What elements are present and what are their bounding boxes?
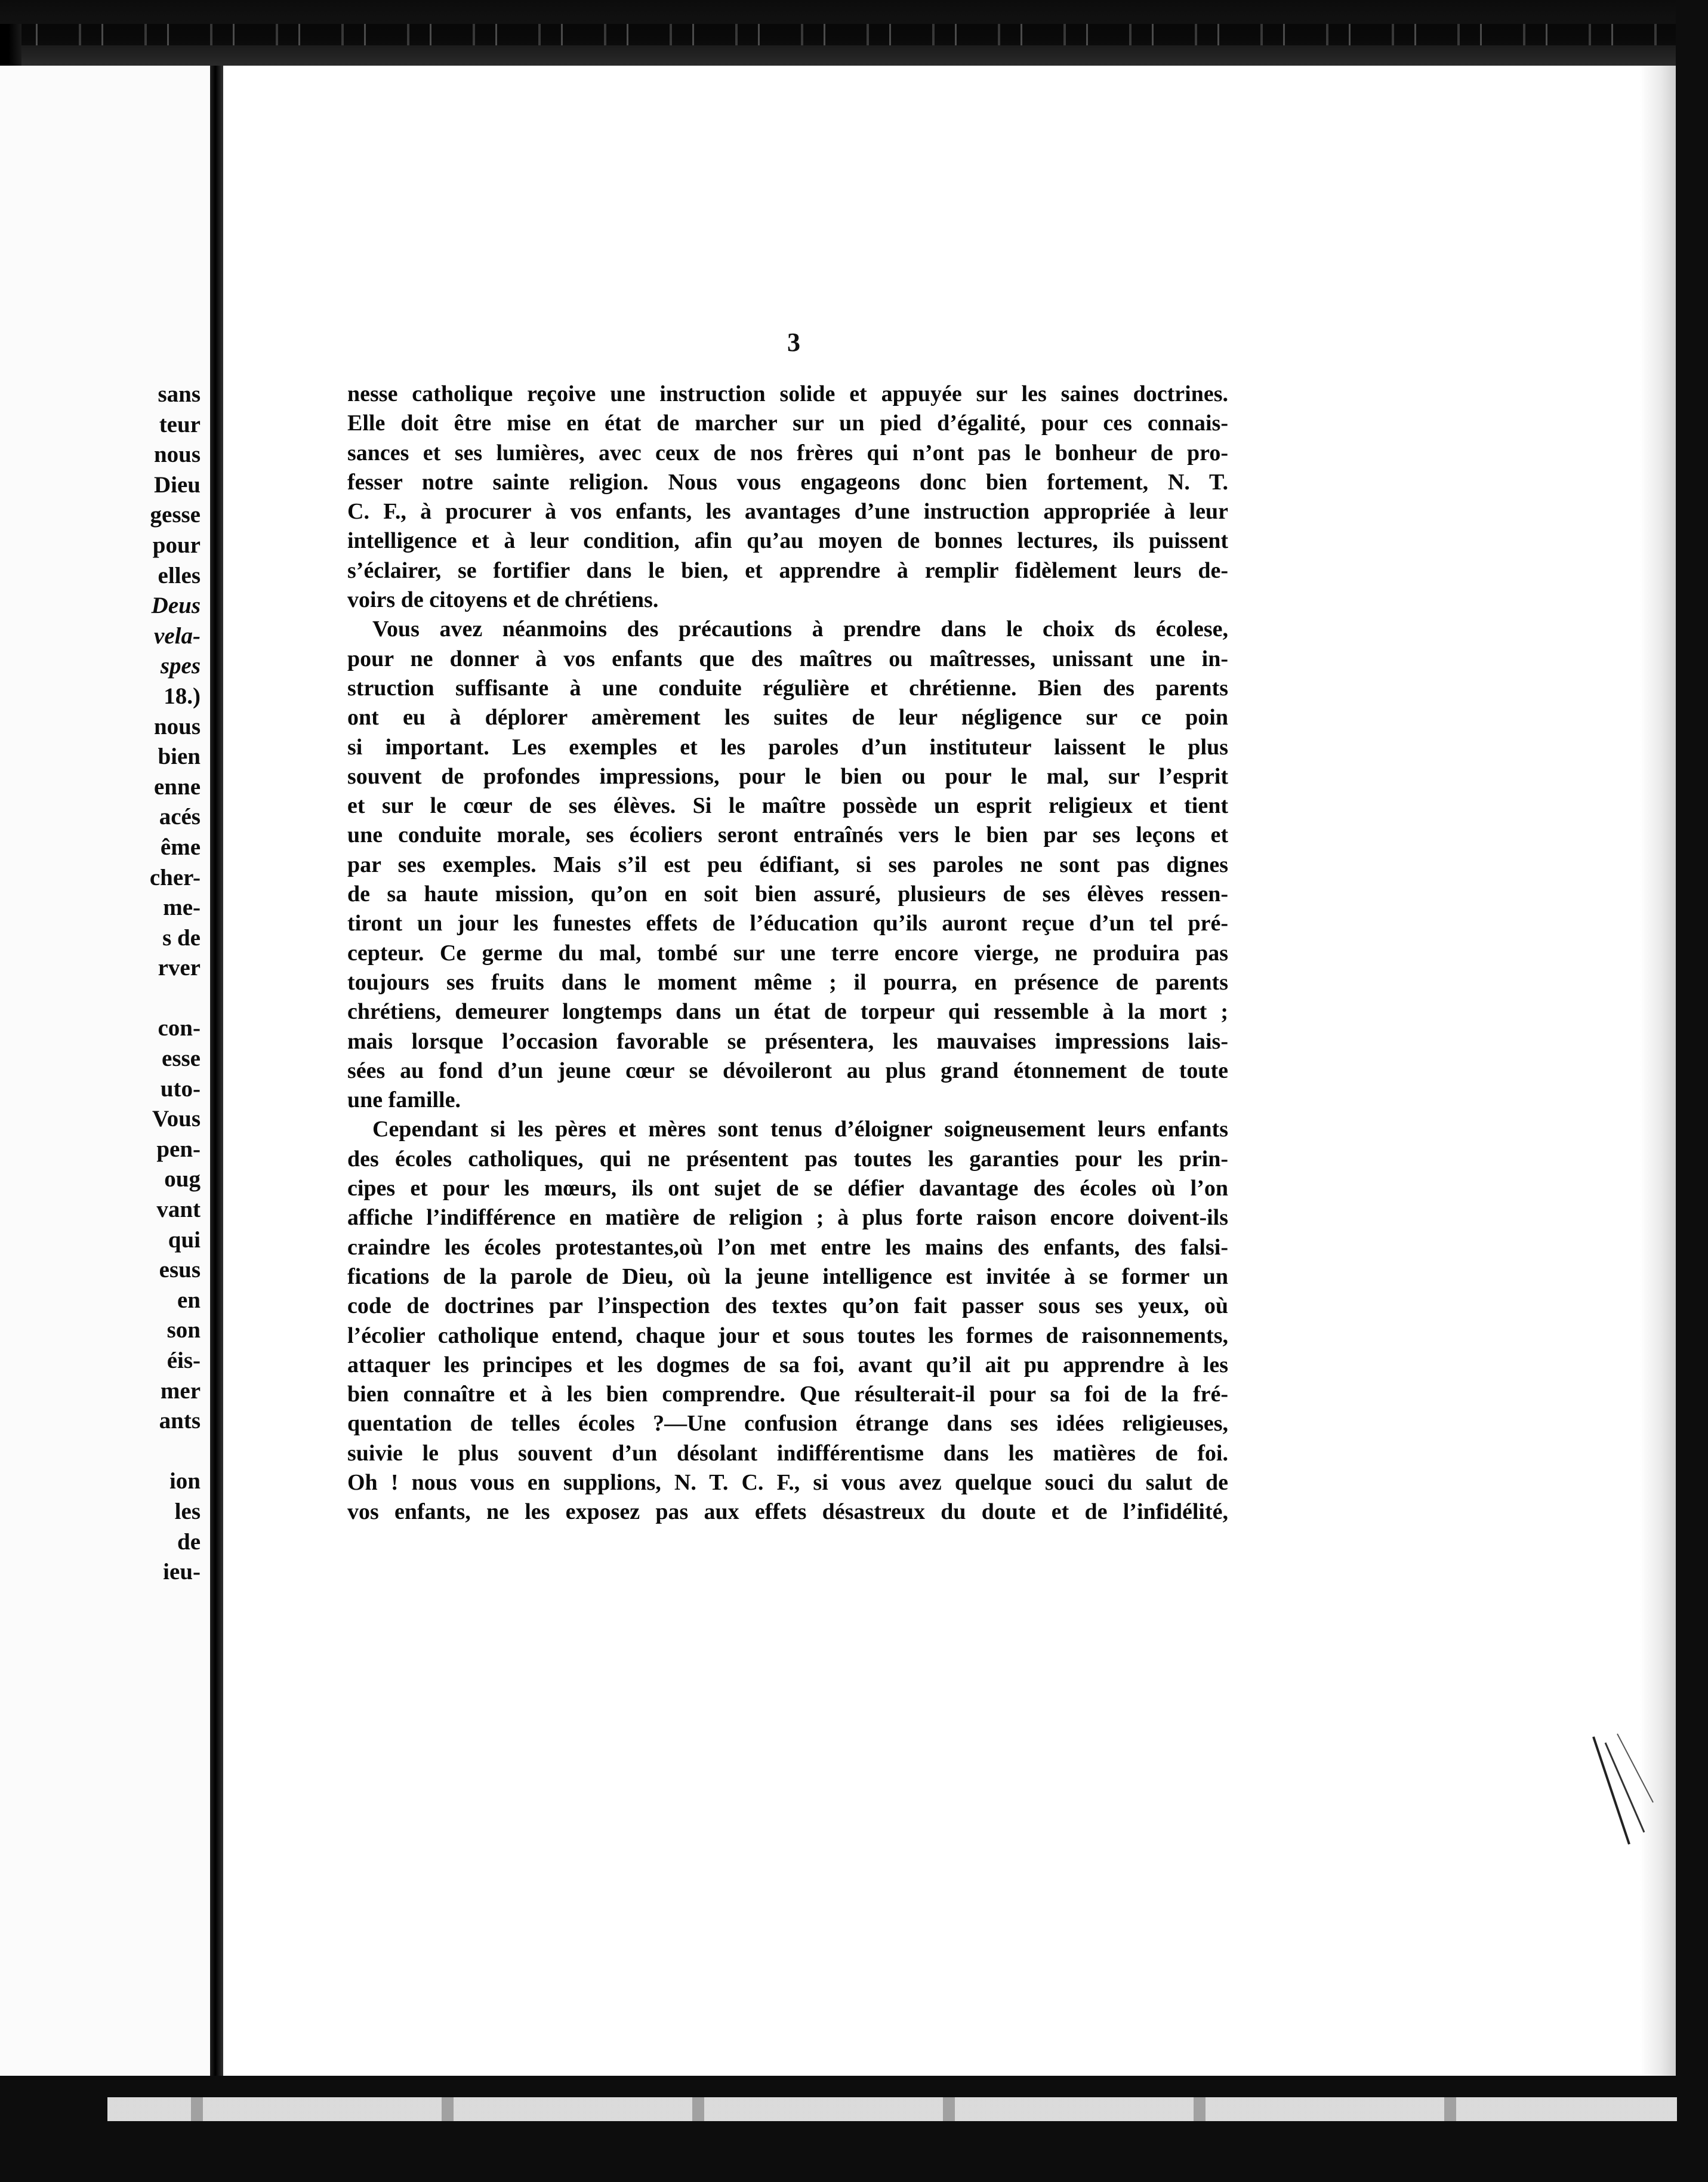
text-line: C. F., à procurer à vos enfants, les avantages d’une instruction appropriée à leur: [347, 499, 1228, 525]
text-line: par ses exemples. Mais s’il est peu édifiant, si ses paroles ne sont pas dignes: [347, 852, 1228, 877]
text-line: ont eu à déplorer amèrement les suites de leur négligence sur ce poin: [347, 705, 1228, 731]
facing-page-fragment: pen-: [156, 1136, 201, 1162]
facing-page-fragment: vela-: [154, 622, 201, 649]
facing-page-fragment: ême: [160, 834, 201, 860]
text-line: chrétiens, demeurer longtemps dans un état de torpeur qui ressemble à la mort ;: [347, 999, 1228, 1025]
facing-page-text: [21, 380, 201, 1588]
scan-bottom-border: [0, 2076, 1708, 2182]
facing-page-fragment: de: [177, 1528, 201, 1555]
facing-page-fragment: ion: [169, 1468, 201, 1494]
text-line: Cependant si les pères et mères sont tenus d’éloigner soigneusement leurs enfants: [372, 1117, 1228, 1142]
paragraph: [347, 1115, 1228, 1527]
text-line: souvent de profondes impressions, pour le bien ou pour le mal, sur l’esprit: [347, 763, 1228, 789]
facing-page-fragment: mer: [160, 1377, 201, 1404]
page-number: 3: [787, 328, 800, 357]
text-line: toujours ses fruits dans le moment même ; il pourra, en présence de parents: [347, 969, 1228, 995]
book-binding: [210, 66, 223, 2076]
facing-page-fragment: Deus: [151, 593, 201, 619]
text-line: fications de la parole de Dieu, où la jeune intelligence est invitée à se former un: [347, 1263, 1228, 1289]
text-line: struction suffisante à une conduite régulière et chrétienne. Bien des parents: [347, 675, 1228, 701]
text-line: Vous avez néanmoins des précautions à prendre dans le choix ds écolese,: [372, 617, 1228, 642]
text-line: cipes et pour les mœurs, ils ont sujet de se défier davantage des écoles où l’on: [347, 1176, 1228, 1201]
text-line: bien connaître et à les bien comprendre. Que résulterait-il pour sa foi de la fré-: [347, 1382, 1228, 1407]
facing-page-fragment: ieu-: [163, 1559, 201, 1585]
facing-page-fragment: nous: [153, 713, 201, 739]
text-line: une famille.: [347, 1087, 461, 1113]
facing-page-fragment: Dieu: [154, 471, 201, 498]
body-text: [347, 380, 1228, 1527]
text-line: quentation de telles écoles ?—Une confusion étrange dans ses idées religieuses,: [347, 1411, 1228, 1437]
facing-page-fragment: me-: [163, 895, 201, 921]
facing-page-fragment: teur: [159, 411, 201, 437]
facing-page-fragment: son: [167, 1317, 201, 1343]
text-line: l’écolier catholique entend, chaque jour et sous toutes les formes de raisonnements,: [347, 1323, 1228, 1348]
facing-page-fragment: spes: [160, 653, 201, 679]
text-line: intelligence et à leur condition, afin qu’au moyen de bonnes lectures, ils puissent: [347, 528, 1228, 554]
scan-top-border: [0, 0, 1708, 66]
facing-page-fragment: éis-: [167, 1348, 201, 1373]
text-line: fesser notre sainte religion. Nous vous engageons donc bien fortement, N. T.: [347, 469, 1228, 495]
facing-page-fragment: elles: [158, 562, 201, 588]
text-line: sances et ses lumières, avec ceux de nos frères qui n’ont pas le bonheur de pro-: [347, 440, 1228, 466]
text-line: pour ne donner à vos enfants que des maîtres ou maîtresses, unissant une in-: [347, 646, 1228, 671]
facing-page-fragment: [21, 1437, 201, 1467]
facing-page-fragment: qui: [168, 1226, 201, 1253]
text-line: vos enfants, ne les exposez pas aux effets désastreux du doute et de l’infidélité,: [347, 1499, 1228, 1525]
text-line: s’éclairer, se fortifier dans le bien, et apprendre à remplir fidèlement leurs de-: [347, 557, 1228, 583]
facing-page-fragment: les: [174, 1498, 201, 1524]
facing-page-fragment: 18.): [164, 683, 201, 709]
facing-page-fragment: uto-: [160, 1075, 201, 1102]
text-line: nesse catholique reçoive une instruction solide et appuyée sur les saines doctrines.: [347, 381, 1228, 406]
facing-page-fragment: ants: [159, 1408, 201, 1434]
facing-page-fragment: gesse: [150, 502, 201, 528]
text-line: tiront un jour les funestes effets de l’éducation qu’ils auront reçue d’un tel pré-: [347, 911, 1228, 936]
text-line: mais lorsque l’occasion favorable se présentera, les mauvaises impressions lais-: [347, 1028, 1228, 1054]
facing-page-fragment: cher-: [149, 864, 201, 890]
facing-page-fragment: sans: [158, 381, 201, 407]
facing-page-fragment: enne: [154, 773, 201, 800]
facing-page-fragment: bien: [158, 744, 201, 770]
facing-page-fragment: en: [177, 1287, 201, 1313]
text-line: si important. Les exemples et les paroles d’un instituteur laissent le plus: [347, 734, 1228, 760]
text-line: code de doctrines par l’inspection des textes qu’on fait passer sous ses yeux, où: [347, 1293, 1228, 1319]
facing-page-fragment: pour: [152, 532, 201, 558]
facing-page-fragment: esse: [162, 1046, 201, 1072]
scan-bottom-rule: [107, 2097, 1677, 2121]
facing-page-fragment: esus: [159, 1257, 201, 1283]
scan-right-border: [1676, 0, 1708, 2182]
facing-page-fragment: oug: [164, 1166, 201, 1192]
paragraph: [347, 380, 1228, 615]
text-line: cepteur. Ce germe du mal, tombé sur une terre encore vierge, ne produira pas: [347, 940, 1228, 966]
facing-page-fragment: acés: [159, 804, 201, 830]
text-line: Oh ! nous vous en supplions, N. T. C. F., si vous avez quelque souci du salut de: [347, 1469, 1228, 1495]
facing-page-fragment: rver: [158, 955, 201, 981]
text-line: sées au fond d’un jeune cœur se dévoileront au plus grand étonnement de toute: [347, 1058, 1228, 1083]
text-line: des écoles catholiques, qui ne présentent pas toutes les garanties pour les prin-: [347, 1146, 1228, 1172]
text-line: et sur le cœur de ses élèves. Si le maître possède un esprit religieux et tient: [347, 793, 1228, 819]
text-line: une conduite morale, ses écoliers seront entraînés vers le bien par ses leçons et: [347, 822, 1228, 848]
text-line: voirs de citoyens et de chrétiens.: [347, 587, 659, 613]
paper-crease-marks: [1587, 1731, 1659, 1862]
facing-page-fragment: nous: [153, 442, 201, 468]
text-line: craindre les écoles protestantes,où l’on met entre les mains des enfants, des falsi-: [347, 1234, 1228, 1260]
text-line: attaquer les principes et les dogmes de sa foi, avant qu’il ait pu apprendre à les: [347, 1352, 1228, 1377]
text-line: suivie le plus souvent d’un désolant indifférentisme dans les matières de foi.: [347, 1440, 1228, 1466]
facing-page-fragment: s de: [162, 924, 201, 951]
facing-page-fragment: [21, 984, 201, 1014]
text-line: affiche l’indifférence en matière de religion ; à plus forte raison encore doivent-ils: [347, 1205, 1228, 1231]
facing-page-fragment: vant: [156, 1197, 201, 1223]
scan-noise: [0, 24, 1708, 45]
text-line: Elle doit être mise en état de marcher sur un pied d’égalité, pour ces connais-: [347, 411, 1228, 436]
facing-page-fragment: Vous: [152, 1106, 201, 1132]
text-line: de sa haute mission, qu’on en soit bien assuré, plusieurs de ses élèves ressen-: [347, 882, 1228, 907]
facing-page-fragment: con-: [158, 1015, 201, 1041]
paragraph: [347, 615, 1228, 1115]
